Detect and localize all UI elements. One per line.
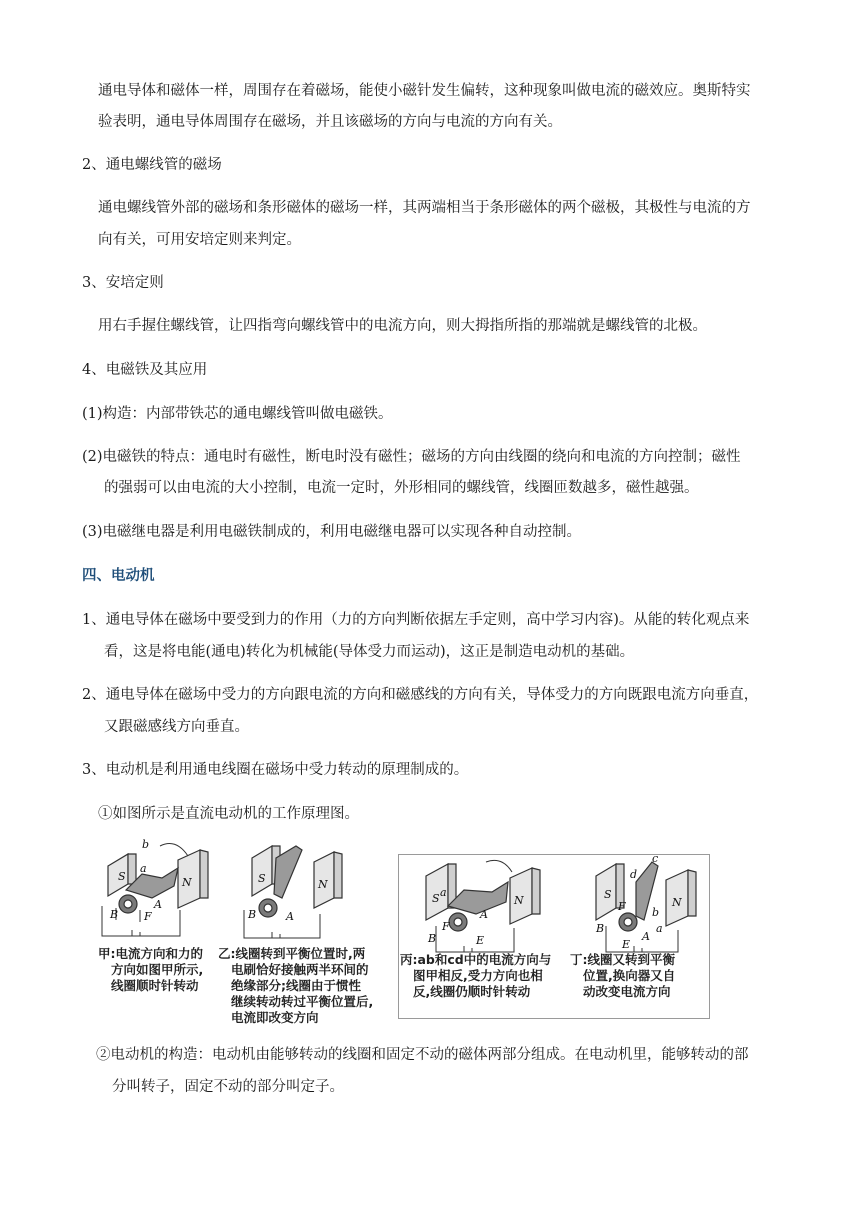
dc-motor-figure [96, 838, 716, 1023]
label-b-brush: B [248, 908, 257, 921]
label-n: N [672, 896, 682, 909]
solenoid-line-2: 向有关，可用安培定则来判定。 [98, 232, 301, 248]
motor-heading: 四、电动机 [82, 568, 155, 584]
label-a-brush: A [480, 908, 488, 921]
section-title-electromagnet: 4、电磁铁及其应用 [82, 362, 208, 378]
label-f: F [618, 900, 626, 913]
label-b: b [142, 838, 150, 851]
label-e: E [476, 934, 485, 947]
ampere-rule-line: 用右手握住螺线管，让四指弯向螺线管中的电流方向，则大拇指所指的那端就是螺线管的北极。 [98, 318, 707, 334]
motor-point-2-line-1: 2、通电导体在磁场中受力的方向跟电流的方向和磁感线的方向有关，导体受力的方向既跟电流方向垂直， [82, 687, 759, 703]
label-f: F [442, 920, 450, 933]
motor-diagram-bing [414, 856, 564, 958]
electromagnet-item-3: (3)电磁继电器是利用电磁铁制成的，利用电磁继电器可以实现各种自动控制。 [82, 524, 582, 540]
motor-point-2-line-2: 又跟磁感线方向垂直。 [104, 719, 249, 735]
label-a-brush: A [286, 910, 294, 923]
motor-point-1-line-1: 1、通电导体在磁场中要受到力的作用（力的方向判断依据左手定则，高中学习内容)。从能的转化观点来 [82, 612, 750, 628]
motor-diagram-yi [224, 838, 364, 948]
motor-point-1-line-2: 看，这是将电能(通电)转化为机械能(导体受力而运动)，这正是制造电动机的基础。 [104, 644, 635, 660]
motor-diagram-jia [96, 838, 236, 948]
motor-point-3: 3、电动机是利用通电线圈在磁场中受力转动的原理制成的。 [82, 762, 469, 778]
label-c: c [652, 856, 659, 865]
label-s: S [604, 888, 612, 901]
coil-loop [448, 882, 508, 914]
label-a-brush: A [154, 898, 162, 911]
label-n: N [514, 894, 524, 907]
section-title-ampere-rule: 3、安培定则 [82, 275, 164, 291]
label-a: a [140, 862, 147, 875]
solenoid-line-1: 通电螺线管外部的磁场和条形磁体的磁场一样，其两端相当于条形磁体的两个磁极，其极性与电流的方 [98, 200, 751, 216]
caption-bing: 丙:ab和cd中的电流方向与 图甲相反,受力方向也相 反,线圈仍顺时针转动 [400, 952, 552, 999]
label-b-brush: B [428, 932, 437, 945]
caption-yi: 乙:线圈转到平衡位置时,两 电刷恰好接触两半环间的 绝缘部分;线圈由于惯性 继续转动转过平衡位置后, 电流即改变方向 [218, 946, 374, 1025]
caption-jia: 甲:电流方向和力的 方向如图甲所示, 线圈顺时针转动 [98, 946, 204, 993]
label-b-brush: B [110, 908, 119, 921]
motor-sub-1: ①如图所示是直流电动机的工作原理图。 [98, 806, 359, 822]
intro-line-1: 通电导体和磁体一样，周围存在着磁场，能使小磁针发生偏转，这种现象叫做电流的磁效应。奥斯特实 [98, 83, 751, 99]
section-title-solenoid: 2、通电螺线管的磁场 [82, 157, 222, 173]
label-s: S [432, 892, 440, 905]
label-a-brush: A [642, 930, 650, 943]
motor-sub-2-line-2: 分叫转子，固定不动的部分叫定子。 [112, 1079, 344, 1095]
label-b: b [652, 906, 660, 919]
label-n: N [182, 876, 192, 889]
motor-sub-2-line-1: ②电动机的构造：电动机由能够转动的线圈和固定不动的磁体两部分组成。在电动机里，能够转动的部 [96, 1047, 749, 1063]
label-s: S [118, 870, 126, 883]
magnet-s-block [252, 846, 272, 896]
label-b-brush: B [596, 922, 605, 935]
label-d: d [630, 868, 638, 881]
label-e: E [622, 938, 631, 951]
label-a: a [656, 922, 663, 935]
electromagnet-item-2-line-1: (2)电磁铁的特点：通电时有磁性，断电时没有磁性；磁场的方向由线圈的绕向和电流的方向控制；磁性 [82, 449, 741, 465]
label-a: a [440, 886, 447, 899]
intro-line-2: 验表明，通电导体周围存在磁场，并且该磁场的方向与电流的方向有关。 [98, 114, 562, 130]
caption-ding: 丁:线圈又转到平衡 位置,换向器又自 动改变电流方向 [570, 952, 676, 999]
label-f: F [144, 910, 152, 923]
label-n: N [318, 878, 328, 891]
electromagnet-item-1: (1)构造：内部带铁芯的通电螺线管叫做电磁铁。 [82, 406, 393, 422]
motor-diagram-ding [582, 856, 706, 958]
electromagnet-item-2-line-2: 的强弱可以由电流的大小控制，电流一定时，外形相同的螺线管，线圈匝数越多，磁性越强。 [104, 480, 699, 496]
label-s: S [258, 872, 266, 885]
